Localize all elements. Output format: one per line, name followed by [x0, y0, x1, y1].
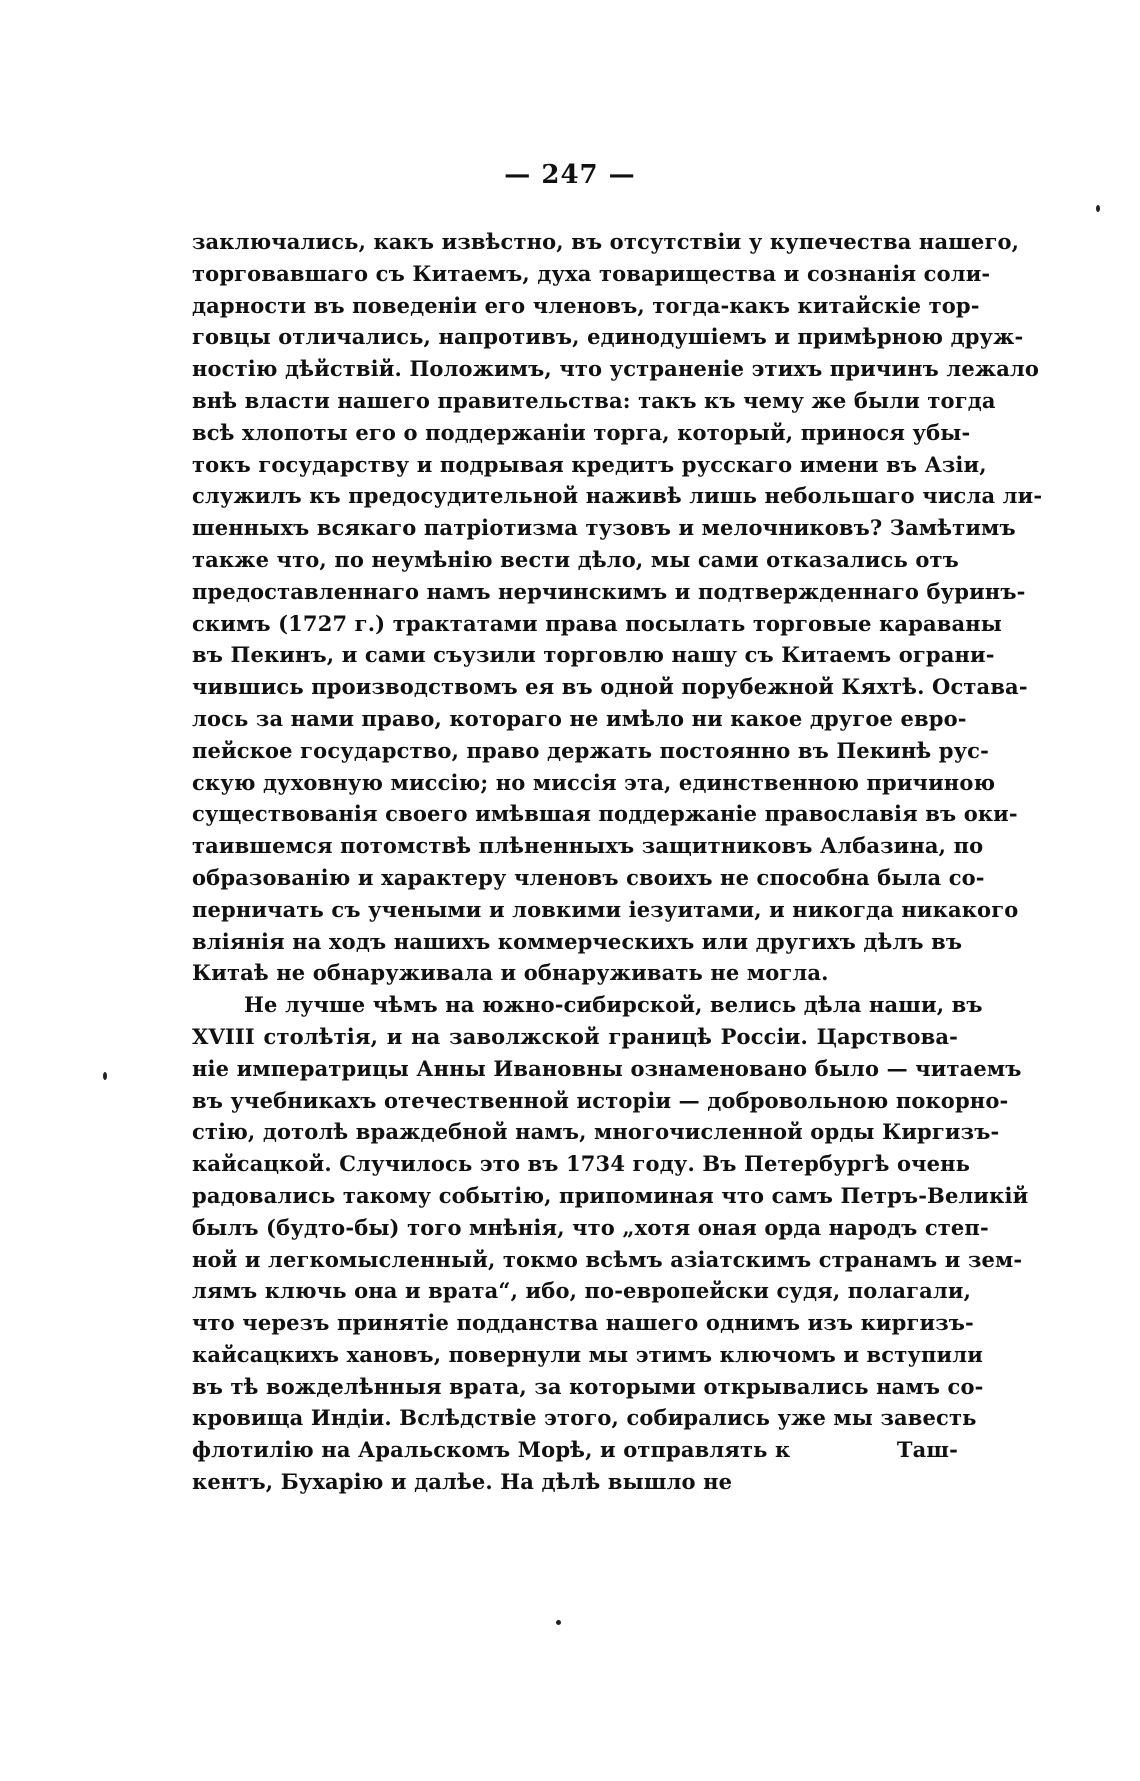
- text-line: дарности въ поведеніи его членовъ, тогда-какъ китайскіе тор-: [192, 292, 980, 318]
- text-line: также что, по неумѣнію вести дѣло, мы сами отказались отъ: [192, 546, 959, 572]
- text-line: кентъ, Бухарію и далѣе. На дѣлѣ вышло не: [192, 1469, 733, 1495]
- text-line: внѣ власти нашего правительства: такъ къ чему же были тогда: [192, 387, 996, 413]
- text-line-right: Таш-: [896, 1437, 958, 1463]
- text-line: говцы отличались, напротивъ, единодушіемъ и примѣрною друж-: [192, 324, 1024, 350]
- text-line: Китаѣ не обнаруживала и обнаруживать не могла.: [192, 960, 829, 986]
- text-line-left: флотилію на Аральскомъ Морѣ, и отправлять к: [192, 1437, 791, 1463]
- text-line: кайсацкой. Случилось это въ 1734 году. Въ Петербургѣ очень: [192, 1151, 971, 1177]
- text-line: торговавшаго съ Китаемъ, духа товарищества и сознанія соли-: [192, 260, 991, 286]
- text-line: служилъ къ предосудительной наживѣ лишь небольшаго числа ли-: [192, 483, 1043, 509]
- text-line: таившемся потомствѣ плѣненныхъ защитниковъ Албазина, по: [192, 833, 984, 859]
- text-line: былъ (будто-бы) того мнѣнія, что „хотя оная орда народъ степ-: [192, 1214, 989, 1240]
- text-line: существованія своего имѣвшая поддержаніе православія въ оки-: [192, 801, 1018, 827]
- text-line: пейское государство, право держать постоянно въ Пекинѣ рус-: [192, 737, 989, 763]
- text-line: образованію и характеру членовъ своихъ не способна была со-: [192, 864, 985, 890]
- text-line: ностію дѣйствій. Положимъ, что устраненіе этихъ причинъ лежало: [192, 356, 1040, 382]
- text-line: что черезъ принятіе подданства нашего однимъ изъ киргизъ-: [192, 1310, 974, 1336]
- text-line: въ тѣ вожделѣнныя врата, за которыми открывались намъ со-: [192, 1373, 984, 1399]
- text-line: кайсацкихъ хановъ, повернули мы этимъ ключомъ и вступили: [192, 1341, 983, 1367]
- text-line: ніе императрицы Анны Ивановны ознаменовано было — читаемъ: [192, 1055, 1022, 1081]
- text-line: стію, дотолѣ враждебной намъ, многочисленной орды Киргизъ-: [192, 1119, 1000, 1145]
- text-line: токъ государству и подрывая кредитъ русскаго имени въ Азіи,: [192, 451, 987, 477]
- text-line: чившись производствомъ ея въ одной порубежной Кяхтѣ. Остава-: [192, 674, 1028, 700]
- text-line: лямъ ключь она и врата“, ибо, по-европейски судя, полагали,: [192, 1278, 972, 1304]
- print-speck: [556, 1620, 561, 1625]
- text-line: шенныхъ всякаго патріотизма тузовъ и мелочниковъ? Замѣтимъ: [192, 515, 1016, 541]
- text-line: XVIII столѣтія, и на заволжской границѣ Россіи. Царствова-: [192, 1023, 958, 1049]
- text-line: предоставленнаго намъ нерчинскимъ и подтвержденнаго буринъ-: [192, 578, 1026, 604]
- text-line: заключались, какъ извѣстно, въ отсутствіи у купечества нашего,: [192, 229, 1020, 254]
- text-line: [192, 1434, 958, 1466]
- text-line: скую духовную миссію; но миссія эта, единственною причиною: [192, 769, 996, 795]
- text-line: всѣ хлопоты его о поддержаніи торга, который, принося убы-: [192, 419, 971, 445]
- body-text: [192, 226, 1043, 1498]
- text-line: въ Пекинъ, и сами съузили торговлю нашу съ Китаемъ ограни-: [192, 642, 995, 668]
- text-line: радовались такому событію, припоминая что самъ Петръ-Великій: [192, 1182, 1029, 1208]
- text-line: Не лучше чѣмъ на южно-сибирской, велись дѣла наши, въ: [244, 992, 983, 1018]
- text-line: перничать съ учеными и ловкими іезуитами, и никогда никакого: [192, 896, 1019, 922]
- text-line: кровища Индіи. Вслѣдствіе этого, собирались уже мы завесть: [192, 1405, 977, 1431]
- page-number: — 247 —: [504, 160, 636, 190]
- text-line: ной и легкомысленный, токмо всѣмъ азіатскимъ странамъ и зем-: [192, 1246, 1023, 1272]
- print-speck: [1096, 205, 1100, 212]
- text-line: лось за нами право, котораго не имѣло ни какое другое евро-: [192, 705, 967, 731]
- text-line: скимъ (1727 г.) трактатами права посылать торговые караваны: [192, 610, 1002, 636]
- text-line: вліянія на ходъ нашихъ коммерческихъ или другихъ дѣлъ въ: [192, 928, 963, 954]
- print-speck: [103, 1072, 107, 1080]
- text-line: въ учебникахъ отечественной исторіи — добровольною покорно-: [192, 1087, 1009, 1113]
